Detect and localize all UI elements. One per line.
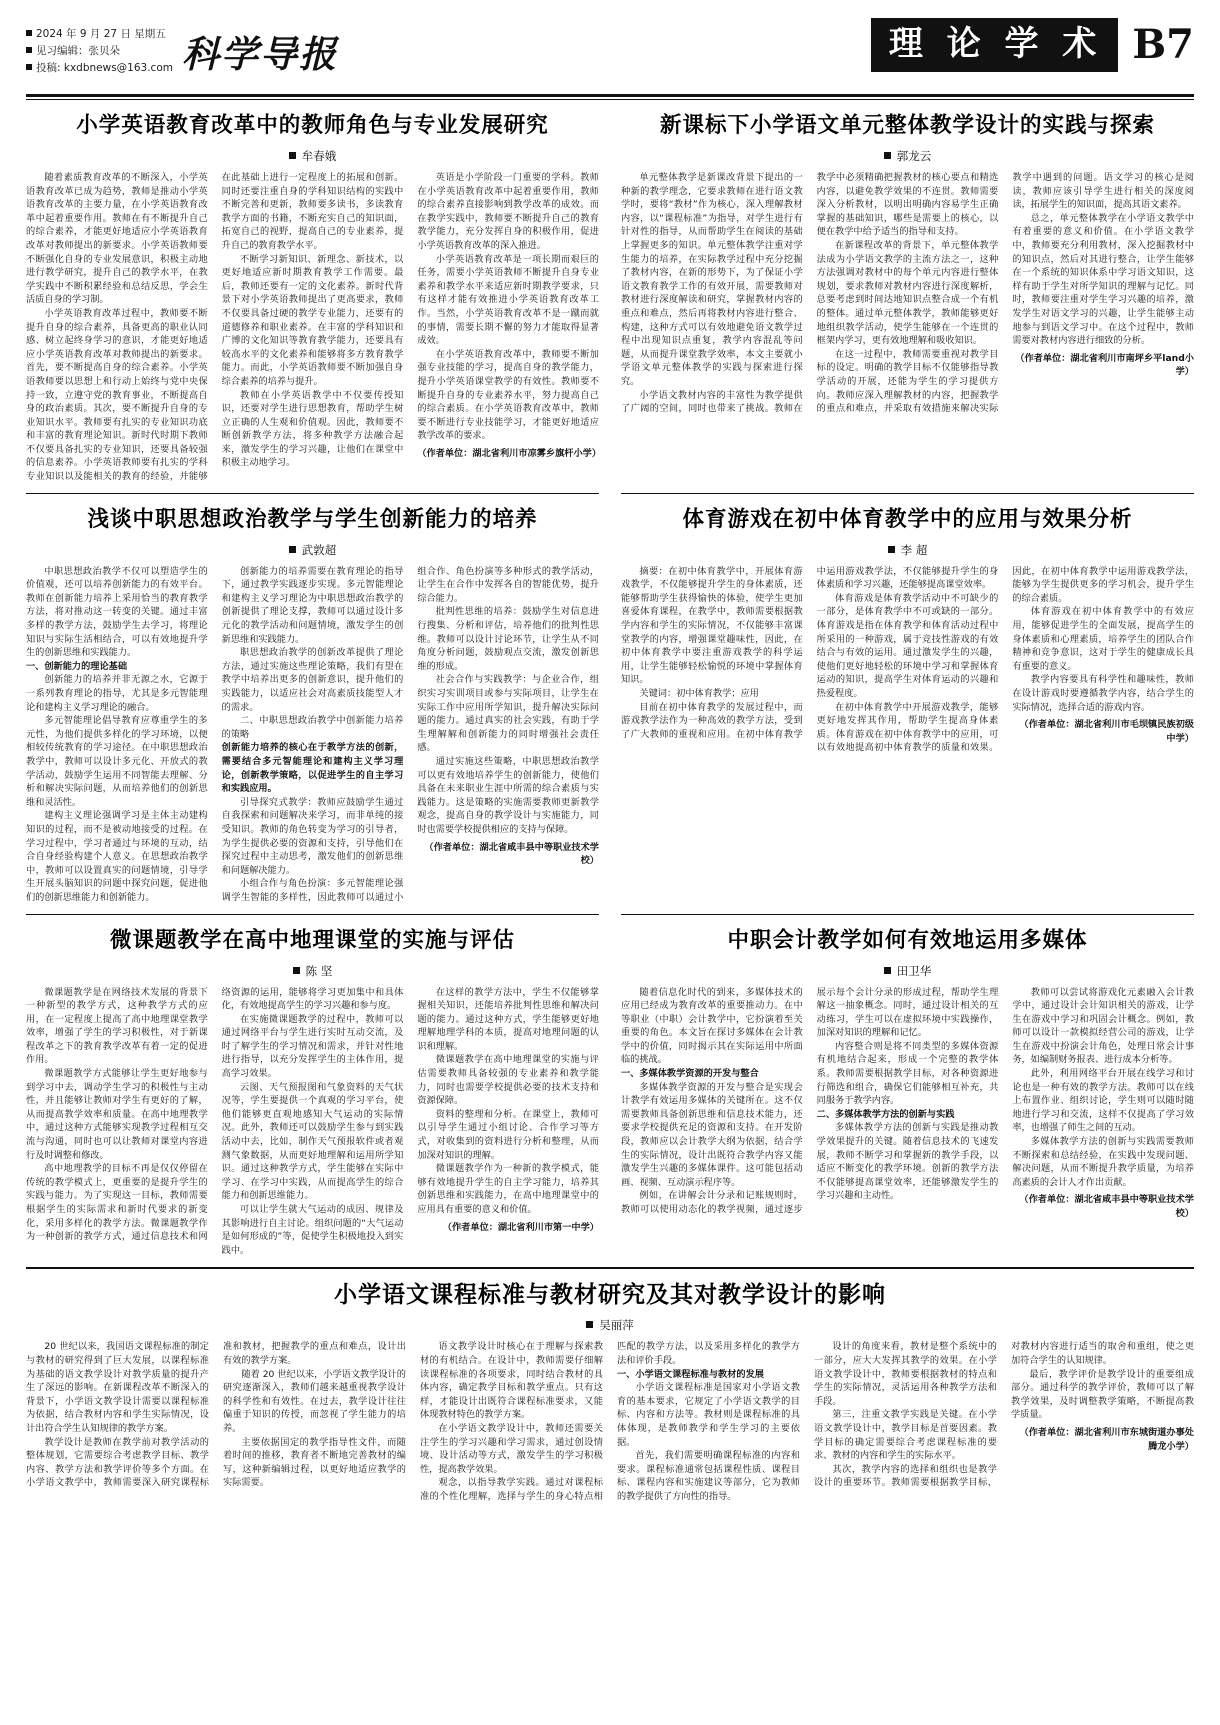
paragraph: 微课题教学是在网络技术发展的背景下一种新型的教学方式，这种教学方式的应用，在一定程度上提高了高中地理课堂教学效率，增强了学生的学习积极性，对于新课程改革之下的教育教学改革有着一定的促进作用。 [26, 986, 208, 1066]
article-byline: 郭龙云 [621, 148, 1194, 164]
masthead [26, 18, 1194, 90]
paragraph: 主要依据国定的教学指导性文件，而随着时间的推移，教育者不断地完善教材的编写，这种新编辑过程，以更好地适应教学的实际需要。 [223, 1436, 406, 1489]
article-title: 体育游戏在初中体育教学中的应用与效果分析 [682, 506, 1133, 532]
article-title: 微课题教学在高中地理课堂的实施与评估 [109, 927, 515, 953]
article-affiliation: （作者单位：湖北省利川市第一中学） [442, 1221, 599, 1233]
paragraph: 小学英语教育改革过程中，教师要不断提升自身的综合素养，具备更高的职业认同感、树立起终身学习的意识，才能更好地适应小学英语教育改革对教师提出的新要求。首先，要不断提高自身的综合素养。小学英语教师要以思想上和行动上始终与党中央保持一致，立遵守党的教育事业，不断提高自身的政治素质。其次，要不断提升自身的专业知识水平。教师要有扎实的专业知识功底和丰富的教育理论知识。新时代时期下教师不仅要具备扎实的专业知识，还要具备较强的信息素养。小学英语教师要有扎实的学科专业知识以及能相关的教育的经验，并能够在此基础上进行一定程度上的拓展和创新。同时还要注重自身的学科知识结构的实践中不断完善和更新，教师要多读书，多读教育教学方面的书籍，不断充实自己的知识面，拓宽自己的视野，提高自己的专业素养，提升自己的教育教学水平。 [26, 172, 404, 483]
paragraph: 建构主义理论强调学习是主体主动建构知识的过程，而不是被动地接受的过程。在学习过程中，学习者通过与环境的互动，结合自身经验构建个人意义。在思想政治教学中，教师可以设置真实的问题情境，引导学生开展头脑知识的问题中探究问题，促进他们的创新思维能力和创新能力。 [26, 810, 208, 903]
paragraph: 内容整合则是将不同类型的多媒体资源有机地结合起来，形成一个完整的教学体系。教师需要根据教学目标，对各种资源进行筛选和组合，确保它们能够相互补充，共同服务于教学内容。 [816, 1040, 999, 1107]
paragraph: 小学语文课程标准是国家对小学语文教育的基本要求，它规定了小学语文教学的目标、内容和方法等。教材则是课程标准的具体体现，是教师教学和学生学习的主要依据。 [617, 1382, 800, 1448]
article-affiliation: （作者单位：湖北省咸丰县中等职业技术学校） [424, 841, 599, 867]
article-row-2 [26, 484, 1194, 905]
paragraph: 首先，我们需要明确课程标准的内容和要求。课程标准通常包括课程性质、课程目标、课程内容和实施建议等部分，它为教师的教学提供了方向性的指导。 [617, 1450, 800, 1502]
article-affiliation: （作者单位：湖北省利川市东城街道办事处腾龙小学） [1019, 1426, 1194, 1452]
article-body [26, 1340, 1194, 1503]
article-title: 小学英语教育改革中的教师角色与专业发展研究 [76, 113, 549, 138]
subheading: 创新能力培养的核心在于教学方法的创新，需要结合多元智能理论和建构主义学习理论，创新教学策略，以促进学生的自主学习和实践应用。 [221, 742, 404, 795]
article-title: 新课标下小学语文单元整体教学设计的实践与探索 [659, 113, 1155, 138]
paragraph: 教学内容要具有科学性和趣味性，教师在设计游戏时要遵循教学内容，结合学生的实际情况，选择合适的游戏内容。 [1012, 674, 1194, 713]
article-a6 [621, 905, 1194, 1258]
abstract: 摘要：在初中体育教学中，开展体育游戏教学，不仅能够提升学生的身体素质，还能够帮助学生获得愉快的体验，使学生更加喜爱体育课程，在教学中，教师需要根据教学内容和学生的实际情况，不仅能够丰富课堂教学的内容，增强课堂趣味性，因此，在初中体育教学中要注重游戏教学的科学运用，让学生能够轻松愉悦的环境中掌握体育知识。 [621, 565, 803, 686]
paragraph: 目前在初中体育教学的发展过程中，而游戏教学法作为一种高效的教学方法，受到了广大教师的重视和应用。在初中体育教学中运用游戏教学法，不仅能够提升学生的身体素质和学习兴趣，还能够提高课堂效率。 [621, 565, 999, 740]
paragraph: 体育游戏在初中体育教学中的有效应用，能够促进学生的全面发展，提高学生的身体素质和心理素质，培养学生的团队合作精神和竞争意识，这对于学生的健康成长具有重要的意义。 [1012, 606, 1194, 672]
paragraph: 随着素质教育改革的不断深入，小学英语教育改革已成为趋势，教师是推动小学英语教育改革的主要力量，在小学英语教育改革中起着重要作用。教师在有不断提升自己的综合素养，才能更好地适应小学英语教育改革对教师提出的新要求。小学英语教师要不断强化自身的专业发展意识，积极主动地进行教学研究，提升自己的教学水平，在教学实践中不断积累经验和总结反思，学会生活质自身的学习制。 [26, 172, 208, 306]
paragraph: 职思想政治教学的创新改革提供了理论方法，通过实施这些理论策略，我们有望在教学中培养出更多的创新意识，提升他们的实践能力，以适应社会对高素质技能型人才的需求。 [221, 647, 404, 713]
paragraph: 在新课程改革的背景下，单元整体教学法成为小学语文教学的主流方法之一，这种方法强调对教材中的每个单元内容进行整体规划，要求教师对教材内容进行深度解析，总要考虑到时间达地知识点整合成一个有机的整体。通过单元整体教学，教师能够更好地组织教学活动，使学生能够在一个连贯的框架内学习，更有效地理解和吸收知识。 [816, 239, 999, 347]
article-byline: 陈 坚 [26, 963, 599, 979]
subheading: 一、多媒体教学资源的开发与整合 [621, 1068, 759, 1080]
paragraph: 创新能力的培养需要在教育理论的指导下，通过教学实践逐步实现。多元智能理论和建构主义学习理论为中职思想政治教学的创新提供了理论支撑，教师可以通过设计多元化的教学活动和问题情境，激发学生的创新思维和实践能力。 [221, 565, 404, 645]
paragraph: 高中地理教学的目标不再是仅仅停留在传统的教学模式上，更重要的是提升学生的实践与能力。为了实现这一目标，教师需要根据学生的实际需求和新时代要求的新变化，采用多样化的教学方法。微课题教学作为一种创新的教学方式，通过信息技术和网络资源的运用，能够将学习更加集中和具体化，有效地提高学生的学习兴趣和参与度。 [26, 986, 404, 1243]
paragraph: 多媒体教学资源的开发与整合是实现会计教学有效运用多媒体的关键所在。这不仅需要教师具备创新思维和信息技术能力，还要求学校提供充足的资源和支持。在开发阶段，教师应以会计教学大纲为依据，结合学生的实际情况，设计出既符合教学内容又能激发学生兴趣的多媒体课件。这可能包括动画、视频、互动演示程序等。 [621, 1081, 803, 1188]
paragraph: 例如，在讲解会计分录和记账规则时，教师可以使用动态化的教学视频，通过逐步展示每个会计分录的形成过程，帮助学生理解这一抽象概念。同时，通过设计相关的互动练习，学生可以在虚拟环境中实践操作，加深对知识的理解和记忆。 [621, 986, 999, 1215]
paragraph: 多媒体教学方法的创新与实践是推动教学效果提升的关键。随着信息技术的飞速发展，教师不断学习和掌握新的教学手段，以适应不断变化的教学环境。创新的教学方法不仅能够提高课堂效率，还能够激发学生的学习兴趣和主动性。 [816, 1122, 999, 1202]
paragraph: 体育游戏是体育教学活动中不可缺少的一部分，是体育教学中不可或缺的一部分。体育游戏是指在体育教学和体育活动过程中所采用的一种游戏，属于竞技性游戏的有效结合与有效的运用。通过激发学生的兴趣，使他们更好地轻松的环境中学习和掌握体育运动的知识，提高学生对体育运动的兴趣和热爱程度。 [816, 592, 999, 699]
paragraph: 20 世纪以来，我国语文课程标准的制定与教材的研究得到了巨大发展，以课程标准为基础的语文教学设计对教学质量的提升产生了深远的影响。在新课程改革不断深入的背景下，小学语文教学设计需要以课程标准为依据，结合教材内容和学生实际情况，设计出符合学生认知规律的教学方案。 [26, 1341, 209, 1434]
byline-marker-icon [289, 546, 296, 553]
paragraph: 二、中职思想政治教学中创新能力培养的策略 [221, 715, 404, 740]
article-affiliation: （作者单位：湖北省利川市南坪乡平land小学） [1015, 352, 1194, 378]
article-byline: 田卫华 [621, 963, 1194, 979]
article-divider [26, 493, 599, 494]
paragraph: 社会合作与实践教学：与企业合作，组织实习实训项目或参与实际项目，让学生在实际工作中应用所学知识，提升解决实际问题的能力。通过真实的社会实践，有助于学生理解解和创新能力的同时增强社会责任感。 [417, 674, 599, 754]
paragraph: 设计的角度来看，教材是整个系统中的一部分，应大大发挥其教学的效果。在小学语文教学设计中，教师要根据教材的特点和学生的实际情况，灵活运用各种教学方法和手段。 [814, 1341, 997, 1407]
paragraph: 云图、天气预报图和气象资料的天气状况等，学生要提供一个真观的学习平台，使他们能够更直观地感知大气运动的实际情况。此外，教师还可以鼓励学生参与到实践活动中去，比如，制作天气预报软件或者观测气象数据，从而更好地理解和运用所学知识。通过这种教学方式，学生能够在实际中学习、在学习中实践，从而提高学生的综合能力和创新思维能力。 [221, 1081, 404, 1202]
paragraph: 最后，教学评价是教学设计的重要组成部分。通过科学的教学评价，教师可以了解教学效果，及时调整教学策略，不断提高教学质量。 [1011, 1368, 1194, 1421]
paragraph: 第三，注重文教学实践是关键。在小学语文教学设计中，教学目标是首要因素。教学目标的确定需要综合考虑课程标准的要求、教材的内容和学生的实际水平。 [814, 1409, 997, 1462]
article-row-1 [26, 100, 1194, 484]
masthead-info [26, 18, 176, 77]
paragraph: 在小学英语教育改革中，教师要不断加强专业技能的学习，提高自身的教学能力，提升小学英语课堂教学的有效性。教师要不断提升自身的专业素养水平，努力提高自己的综合素质。在小学英语教育改革中，教师要不断进行专业技能学习，才能更好地适应教学改革的要求。 [417, 348, 599, 442]
paragraph: 批判性思维的培养：鼓励学生对信息进行搜集、分析和评估，培养他们的批判性思维。教师可以设计讨论环节，让学生从不同角度分析问题，鼓励观点交流，激发创新思维的形成。 [417, 606, 599, 672]
article-byline: 李 超 [621, 542, 1194, 558]
paragraph: 引导探究式教学：教师应鼓励学生通过自我探索和问题解决来学习，而非单纯的接受知识。教师的角色转变为学习的引导者，为学生提供必要的资源和支持，引导他们在探究过程中主动思考，激发他们的创新思维和问题解决能力。 [221, 796, 404, 876]
paragraph: 在实施微课题教学的过程中，教师可以通过网络平台与学生进行实时互动交流，及时了解学生的学习情况和需求，并针对性地进行指导，以充分发挥学生的主体作用，提高学习效果。 [221, 1013, 404, 1080]
paragraph: 在初中体育教学中开展游戏教学，能够更好地发挥其作用，帮助学生提高身体素质。体育游戏在初中体育教学中的应用，可以有效地提高初中体育教学的质量和效果。因此，在初中体育教学中运用游戏教学法，能够为学生提供更多的学习机会，提升学生的综合素质。 [816, 565, 1194, 754]
article-byline: 吴丽萍 [26, 1317, 1194, 1333]
article-title: 中职会计教学如何有效地运用多媒体 [727, 927, 1088, 953]
bullet-icon [26, 64, 32, 70]
paragraph: 小学语文教材内容的丰富性为教学提供了广阔的空间，同时也带来了挑战。教师在教学中必须精确把握教材的核心要点和精选内容，以避免教学效果的不连贯。教师需要深入分析教材，以明出明确内容易学生正确掌握的基础知识，哪些是需要上的核心，以便在教学中给予适当的指导和支持。 [621, 172, 999, 415]
byline-marker-icon [293, 967, 300, 974]
section-badge: 理 论 学 术 [871, 18, 1119, 72]
byline-marker-icon [888, 546, 895, 553]
paragraph: 通过实施这些策略，中职思想政治教学可以更有效地培养学生的创新能力，使他们具备在未来职业生涯中所需的综合素质与实践能力。这是策略的实施需要教师更新教学观念，提高自身的教学设计与实施能力，同时也需要学校提供相应的支持与保障。 [417, 755, 599, 835]
article-body [621, 565, 1194, 755]
byline-marker-icon [289, 152, 296, 159]
paragraph: 不断学习新知识、新理念、新技术，以更好地适应新时期教育教学工作需要。最后，教师还要有一定的文化素养。新时代背景下对小学英语教师提出了更高要求，教师不仅要具备过硬的教学专业能力，还要有的道德修养和职业素养。在丰富的学科知识和广博的文化知识等教育教学能力，还要具有较高水平的文化素养和能够将多方教育教学能力。而此，小学英语教师要不断加强自身综合素养的培养与提升。 [221, 253, 404, 387]
article-affiliation: （作者单位：湖北省利川市毛坝镇民族初级中学） [1019, 719, 1194, 744]
masthead-section-area [871, 18, 1194, 72]
paragraph: 在这样的教学方法中，学生不仅能够掌握相关知识，还能培养批判性思维和解决问题的能力。通过这种方式，学生能够更好地理解地理学科的本质，提高对地理问题的认识和理解。 [417, 986, 599, 1052]
paragraph: 小学英语教育改革是一项长期而艰巨的任务，需要小学英语教师不断提升自身专业素养和教学水平来适应新时期教学要求，只有这样才能有效推进小学英语教育改革工作。当然，小学英语教育改革不是一蹴而就的事情，需要长期不懈的努力才能取得显著成效。 [417, 253, 599, 347]
keywords: 关键词：初中体育教学；应用 [639, 688, 759, 699]
article-body [621, 171, 1194, 416]
paragraph: 微课题教学方式能够让学生更好地参与到学习中去，调动学生学习的积极性与主动性，并且能够让教师对学生有更好的了解，从而提高教学效率和质量。在高中地理教学中，通过这种方式能够实现教学过程相互交流与沟通，同时也可以让教师对课堂内容进行及时调整和修改。 [26, 1068, 208, 1161]
article-title: 小学语文课程标准与教材研究及其对教学设计的影响 [334, 1281, 886, 1309]
article-a2 [621, 100, 1194, 484]
byline-marker-icon [586, 1321, 593, 1328]
page-number: B7 [1132, 21, 1194, 68]
paragraph: 教师在小学英语教学中不仅要传授知识，还要对学生进行思想教育，帮助学生树立正确的人生观和价值观。因此，教师要不断创新教学方法，将多种教学方法融合起来，激发学生的学习兴趣，让他们在课堂中积极主动地学习。 [221, 389, 404, 469]
masthead-email: 投稿: kxdbnews@163.com [26, 60, 176, 77]
paragraph: 随着信息化时代的到来，多媒体技术的应用已经成为教育改革的重要推动力。在中等职业（中职）会计教学中，它扮演着至关重要的角色。本文旨在探讨多媒体在会计教学中的价值，同时揭示其在实际运用中所面临的挑战。 [621, 986, 803, 1066]
paragraph: 单元整体教学是新课改背景下提出的一种新的教学理念，它要求教师在进行语文教学时，要将“教材”作为核心，深入理解教材内容，以“课程标准”为指导，对学生进行有针对性的指导，从而帮助学生在阅读的基础上掌握更多的知识。单元整体教学注重对学生能力的培养，在实际教学过程中充分挖掘了教材内容，在新的形势下，为了保证小学语文教育教学工作的有效开展，需要教师对教材进行深度解读和研究，掌握教材内容的重点和难点，然后再将教材内容进行整合、构建，这种方式可以有效地避免语文教学过程中出现知识点重复，教学内容混乱等问题，从而提升课堂教学效率，本文主要就小学语文单元整体教学的实践与探索进行探究。 [621, 172, 803, 387]
subheading: 二、多媒体教学方法的创新与实践 [816, 1108, 955, 1120]
paragraph: 创新能力的培养并非无源之水，它源于一系列教育理论的指导，尤其是多元智能理论和建构主义学习理论的融合。 [26, 674, 208, 713]
masthead-date: 2024 年 9 月 27 日 星期五 [26, 26, 176, 43]
paragraph: 微课题教学作为一种新的教学模式，能够有效地提升学生的自主学习能力，培养其创新思维和实践能力，在高中地理课堂中的应用具有重要的意义和价值。 [417, 1163, 599, 1215]
article-body [26, 986, 599, 1258]
paragraph: 总之，单元整体教学在小学语文教学中有着重要的意义和价值。在小学语文教学中，教师要充分利用教材，深入挖掘教材中的知识点，然后对其进行整合，让学生能够在一个系统的知识体系中学习语文知识，这样有助于学生对所学知识的理解与记忆。同时，教师要注重对学生学习兴趣的培养，激发学生对语文学习的兴趣，让学生能够主动地参与到语文学习中。在这个过程中，教师需要对教材内容进行细致的分析。 [1012, 212, 1194, 347]
paragraph: 教学设计是教师在教学前对教学活动的整体规划，它需要综合考虑教学目标、教学内容、教学方法和教学评价等多个方面。在小学语文教学中，教师需要深入研究课程标准和教材，把握教学的重点和难点，设计出有效的教学方案。 [26, 1341, 406, 1489]
article-a7 [26, 1267, 1194, 1503]
article-body [621, 986, 1194, 1221]
article-divider [621, 493, 1194, 494]
paragraph: 语文教学设计时核心在于理解与探索教材的有机结合。在设计中，教师需要仔细解读课程标准的各项要求，同时结合教材的具体内容，确定教学目标和教学重点。只有这样，才能设计出既符合课程标准要求，又能体现教材特色的教学方案。 [420, 1341, 603, 1421]
article-title: 浅谈中职思想政治教学与学生创新能力的培养 [87, 506, 538, 532]
paragraph: 资料的整理和分析。在课堂上，教师可以引导学生通过小组讨论、合作学习等方式，对收集到的资料进行分析和整理，从而加深对知识的理解。 [417, 1108, 599, 1161]
bullet-icon [26, 47, 32, 53]
paragraph: 多元智能理论倡导教育应尊重学生的多元性，为他们提供多样化的学习环境，以便相较传统教育的学习途径。在中职思想政治教学中，教师可以设计多元化、开放式的教学活动，鼓励学生运用不同智能去理解、分析和解决实际问题，从而培养他们的创新思维和灵活性。 [26, 715, 208, 808]
paragraph: 中职思想政治教学不仅可以塑造学生的价值观，还可以培养创新能力的有效平台。教师在创新能力培养上采用恰当的教育教学方法，将对推动这一转变的关键。通过丰富多样的教学方法，鼓励学生去学习，将理论知识与实际生活相结合，可以有效地提升学生的创新思维和实践能力。 [26, 565, 208, 659]
article-a5 [26, 905, 599, 1258]
article-a3 [26, 484, 599, 905]
byline-marker-icon [884, 152, 891, 159]
paragraph: 随着 20 世纪以来，小学语文教学设计的研究逐渐深入，教师们越来越重视教学设计的科学性和有效性。在过去，教学设计往往偏重于知识的传授，而忽视了学生能力的培养。 [223, 1368, 406, 1434]
paragraph: 小组合作与角色扮演：多元智能理论强调学生智能的多样性，因此教师可以通过小组合作、角色扮演等多种形式的教学活动，让学生在合作中发挥各自的智能优势，提升综合能力。 [221, 565, 599, 903]
masthead-divider [26, 94, 1194, 97]
paragraph: 英语是小学阶段一门重要的学科。教师在小学英语教育改革中起着重要作用，教师的综合素养直接影响到教学改革的成效。而在教学实践中，教师要不断提升自己的教育教学能力，充分发挥自身的积极作用，促进小学英语教育改革的深入推进。 [417, 172, 599, 251]
article-byline: 牟春娥 [26, 148, 599, 164]
article-affiliation: （作者单位：湖北省利川市凉雾乡旗杆小学） [417, 447, 602, 459]
paragraph: 在小学语文教学设计中，教师还需要关注学生的学习兴趣和学习需求，通过创设情境、设计活动等方式，激发学生的学习积极性，提高教学效果。 [420, 1422, 603, 1475]
subheading: 一、创新能力的理论基础 [26, 660, 128, 672]
paragraph: 此外，利用网络平台开展在线学习和讨论也是一种有效的教学方法。教师可以在线上布置作业、组织讨论，学生则可以随时随地进行学习和交流，这样不仅提高了学习效率，也增强了师生之间的互动。 [1012, 1068, 1194, 1134]
feature-divider [26, 1267, 1194, 1269]
article-body [26, 171, 602, 484]
article-byline: 武敦超 [26, 542, 599, 558]
article-row-3 [26, 905, 1194, 1258]
article-body [26, 565, 599, 905]
paragraph: 其次，教学内容的选择和组织也是教学设计的重要环节。教师需要根据教学目标，对教材内容进行适当的取舍和重组，使之更加符合学生的认知规律。 [814, 1341, 1194, 1489]
article-divider [621, 914, 1194, 915]
paragraph: 多媒体教学方法的创新与实践需要教师不断探索和总结经验，在实践中发现问题、解决问题，从而不断提升教学质量，为培养高素质的会计人才作出贡献。 [1012, 1136, 1194, 1188]
article-divider [26, 914, 599, 915]
bullet-icon [26, 30, 32, 36]
paragraph: 可以让学生就大气运动的成因、规律及其影响进行自主讨论。组织问题的“大气运动是如何形成的”等，促使学生积极地投入到实践中。 [221, 1204, 404, 1256]
paragraph: 在这一过程中，教师需要重视对教学目标的设定。明确的教学目标不仅能够指导教学活动的开展，还能为学生的学习提供方向。教师应深入理解教材的内容，把握教学的重点和难点，并采取有效措施来解决实际教学中遇到的问题。语文学习的核心是阅读，教师应该引导学生进行相关的深度阅读，拓展学生的知识面，提高其语文素养。 [816, 172, 1194, 415]
article-a1 [26, 100, 602, 484]
paper-logo: 科学导报 [182, 32, 338, 76]
paragraph: 微课题教学在高中地理课堂的实施与评估需要教师具备较强的专业素养和教学能力，同时也需要学校提供必要的技术支持和资源保障。 [417, 1054, 599, 1107]
byline-marker-icon [884, 967, 891, 974]
subheading: 一、小学语文课程标准与教材的发展 [617, 1368, 764, 1380]
paragraph: 观念，以指导教学实践。通过对课程标准的个性化理解，选择与学生的身心特点相匹配的教学方法，以及采用多样化的教学方法和评价手段。 [420, 1341, 800, 1502]
article-affiliation: （作者单位：湖北省咸丰县中等职业技术学校） [1019, 1194, 1194, 1219]
article-a4 [621, 484, 1194, 905]
masthead-editor: 见习编辑：张贝朵 [26, 43, 176, 60]
paragraph: 教师可以尝试将游戏化元素融入会计教学中，通过设计会计知识相关的游戏，让学生在游戏中学习和巩固会计概念。例如，教师可以设计一款模拟经营公司的游戏，让学生在游戏中扮演会计角色，处理日常会计事务，如编制财务报表、进行成本分析等。 [1012, 986, 1194, 1066]
